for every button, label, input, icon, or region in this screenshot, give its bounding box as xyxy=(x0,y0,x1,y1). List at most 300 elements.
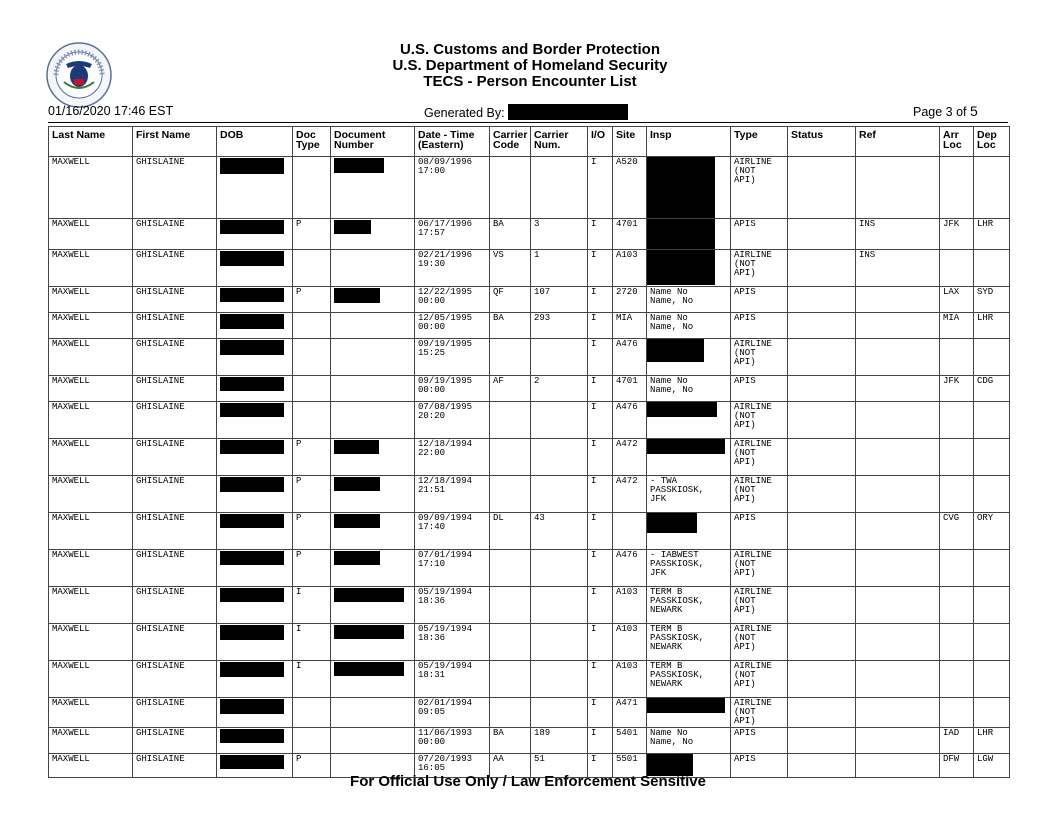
site-cell: A472 xyxy=(613,476,647,513)
document-number-cell xyxy=(331,587,415,624)
io-cell: I xyxy=(588,313,613,339)
column-header: First Name xyxy=(133,127,217,157)
ref-cell xyxy=(856,376,940,402)
dob-redaction xyxy=(220,403,284,417)
datetime-cell: 12/18/1994 21:51 xyxy=(415,476,490,513)
datetime-cell: 02/01/1994 09:05 xyxy=(415,698,490,728)
ref-cell xyxy=(856,624,940,661)
column-header: Insp xyxy=(647,127,731,157)
site-cell: 5501 xyxy=(613,753,647,777)
type-cell: APIS xyxy=(731,376,788,402)
insp-cell: TERM B PASSKIOSK, NEWARK xyxy=(647,661,731,698)
dob-redaction xyxy=(220,288,284,302)
dep-loc-cell: ORY xyxy=(974,513,1010,550)
carrier-code-cell xyxy=(490,698,531,728)
carrier-code-cell xyxy=(490,661,531,698)
ref-cell xyxy=(856,550,940,587)
datetime-cell: 08/09/1996 17:00 xyxy=(415,157,490,219)
dob-redaction xyxy=(220,514,284,528)
document-number-redaction xyxy=(334,662,404,676)
doc-type-cell: P xyxy=(293,287,331,313)
dob-redaction xyxy=(220,662,284,677)
carrier-num-cell: 107 xyxy=(531,287,588,313)
column-header: I/O xyxy=(588,127,613,157)
last-name-cell: MAXWELL xyxy=(49,550,133,587)
status-cell xyxy=(788,513,856,550)
document-number-redaction xyxy=(334,440,379,454)
last-name-cell: MAXWELL xyxy=(49,727,133,753)
carrier-num-cell xyxy=(531,402,588,439)
last-name-cell: MAXWELL xyxy=(49,313,133,339)
doc-type-cell: P xyxy=(293,219,331,250)
column-header: DOB xyxy=(217,127,293,157)
dep-loc-cell xyxy=(974,624,1010,661)
table-row xyxy=(49,513,1010,550)
status-cell xyxy=(788,476,856,513)
doc-type-cell xyxy=(293,339,331,376)
insp-cell: Name No Name, No xyxy=(647,313,731,339)
dob-redaction xyxy=(220,477,284,492)
dep-loc-cell xyxy=(974,402,1010,439)
ref-cell xyxy=(856,313,940,339)
dob-redaction xyxy=(220,699,284,714)
ref-cell xyxy=(856,661,940,698)
datetime-cell: 11/06/1993 00:00 xyxy=(415,727,490,753)
first-name-cell: GHISLAINE xyxy=(133,313,217,339)
insp-cell xyxy=(647,250,731,287)
last-name-cell: MAXWELL xyxy=(49,402,133,439)
report-title: TECS - Person Encounter List xyxy=(423,73,637,90)
status-cell xyxy=(788,624,856,661)
table-row xyxy=(49,661,1010,698)
carrier-code-cell xyxy=(490,624,531,661)
table-row xyxy=(49,376,1010,402)
doc-type-cell xyxy=(293,402,331,439)
arr-loc-cell: DFW xyxy=(940,753,974,777)
site-cell: 5401 xyxy=(613,727,647,753)
generated-by xyxy=(424,104,628,120)
carrier-code-cell: AF xyxy=(490,376,531,402)
status-cell xyxy=(788,587,856,624)
document-number-redaction xyxy=(334,625,404,639)
column-header: Doc Type xyxy=(293,127,331,157)
generated-by-label: Generated By: xyxy=(424,106,505,120)
type-cell: AIRLINE (NOT API) xyxy=(731,624,788,661)
document-number-cell xyxy=(331,550,415,587)
type-cell: APIS xyxy=(731,513,788,550)
arr-loc-cell: IAD xyxy=(940,727,974,753)
header-rule xyxy=(48,122,1008,123)
io-cell: I xyxy=(588,698,613,728)
site-cell: A103 xyxy=(613,624,647,661)
first-name-cell: GHISLAINE xyxy=(133,219,217,250)
arr-loc-cell xyxy=(940,439,974,476)
insp-redaction xyxy=(647,157,715,218)
document-number-cell xyxy=(331,339,415,376)
doc-type-cell: P xyxy=(293,753,331,777)
status-cell xyxy=(788,727,856,753)
page-indicator xyxy=(913,104,978,119)
dep-loc-cell: LHR xyxy=(974,313,1010,339)
site-cell: 2720 xyxy=(613,287,647,313)
io-cell: I xyxy=(588,376,613,402)
dob-cell xyxy=(217,624,293,661)
dob-redaction xyxy=(220,440,284,454)
insp-cell xyxy=(647,513,731,550)
first-name-cell: GHISLAINE xyxy=(133,727,217,753)
ref-cell xyxy=(856,698,940,728)
ref-cell xyxy=(856,157,940,219)
ref-cell xyxy=(856,727,940,753)
dob-redaction xyxy=(220,158,284,174)
document-number-redaction xyxy=(334,551,380,565)
type-cell: AIRLINE (NOT API) xyxy=(731,698,788,728)
redaction-box xyxy=(508,104,628,120)
table-row xyxy=(49,250,1010,287)
insp-cell xyxy=(647,219,731,250)
type-cell: APIS xyxy=(731,753,788,777)
carrier-num-cell: 1 xyxy=(531,250,588,287)
document-number-redaction xyxy=(334,288,380,303)
status-cell xyxy=(788,698,856,728)
last-name-cell: MAXWELL xyxy=(49,624,133,661)
table-row xyxy=(49,287,1010,313)
io-cell: I xyxy=(588,661,613,698)
document-number-cell xyxy=(331,513,415,550)
dep-loc-cell xyxy=(974,587,1010,624)
dob-cell xyxy=(217,339,293,376)
last-name-cell: MAXWELL xyxy=(49,698,133,728)
doc-type-cell: P xyxy=(293,476,331,513)
dep-loc-cell: LHR xyxy=(974,219,1010,250)
dob-redaction xyxy=(220,314,284,329)
datetime-cell: 05/19/1994 18:36 xyxy=(415,624,490,661)
type-cell: AIRLINE (NOT API) xyxy=(731,439,788,476)
last-name-cell: MAXWELL xyxy=(49,219,133,250)
site-cell xyxy=(613,513,647,550)
department-name: U.S. Department of Homeland Security xyxy=(392,57,668,74)
first-name-cell: GHISLAINE xyxy=(133,698,217,728)
first-name-cell: GHISLAINE xyxy=(133,250,217,287)
type-cell: AIRLINE (NOT API) xyxy=(731,339,788,376)
io-cell: I xyxy=(588,476,613,513)
carrier-num-cell: 2 xyxy=(531,376,588,402)
dep-loc-cell xyxy=(974,250,1010,287)
doc-type-cell: I xyxy=(293,624,331,661)
report-date: 01/16/2020 17:46 EST xyxy=(48,104,174,118)
page-total: 5 xyxy=(970,103,978,119)
io-cell: I xyxy=(588,439,613,476)
carrier-code-cell: DL xyxy=(490,513,531,550)
doc-type-cell: I xyxy=(293,661,331,698)
first-name-cell: GHISLAINE xyxy=(133,287,217,313)
table-row xyxy=(49,219,1010,250)
type-cell: AIRLINE (NOT API) xyxy=(731,476,788,513)
status-cell xyxy=(788,313,856,339)
document-number-cell xyxy=(331,698,415,728)
ref-cell xyxy=(856,513,940,550)
ref-cell: INS xyxy=(856,219,940,250)
insp-cell xyxy=(647,698,731,728)
carrier-code-cell xyxy=(490,439,531,476)
dep-loc-cell: SYD xyxy=(974,287,1010,313)
datetime-cell: 05/19/1994 18:31 xyxy=(415,661,490,698)
site-cell: A471 xyxy=(613,698,647,728)
last-name-cell: MAXWELL xyxy=(49,513,133,550)
status-cell xyxy=(788,439,856,476)
insp-redaction xyxy=(647,250,715,285)
arr-loc-cell xyxy=(940,250,974,287)
carrier-num-cell xyxy=(531,698,588,728)
ref-cell xyxy=(856,339,940,376)
carrier-num-cell xyxy=(531,339,588,376)
site-cell: A472 xyxy=(613,439,647,476)
dob-cell xyxy=(217,727,293,753)
site-cell: MIA xyxy=(613,313,647,339)
document-number-cell xyxy=(331,313,415,339)
type-cell: AIRLINE (NOT API) xyxy=(731,250,788,287)
last-name-cell: MAXWELL xyxy=(49,587,133,624)
column-header: Date - Time (Eastern) xyxy=(415,127,490,157)
table-row xyxy=(49,698,1010,728)
document-number-cell xyxy=(331,157,415,219)
dep-loc-cell xyxy=(974,157,1010,219)
dob-cell xyxy=(217,587,293,624)
datetime-cell: 07/20/1993 16:05 xyxy=(415,753,490,777)
arr-loc-cell xyxy=(940,661,974,698)
carrier-code-cell xyxy=(490,402,531,439)
datetime-cell: 09/09/1994 17:40 xyxy=(415,513,490,550)
insp-redaction xyxy=(647,402,717,417)
ref-cell xyxy=(856,476,940,513)
doc-type-cell xyxy=(293,376,331,402)
document-number-cell xyxy=(331,402,415,439)
io-cell: I xyxy=(588,513,613,550)
io-cell: I xyxy=(588,402,613,439)
insp-redaction xyxy=(647,698,725,713)
arr-loc-cell xyxy=(940,157,974,219)
arr-loc-cell xyxy=(940,402,974,439)
insp-redaction xyxy=(647,439,725,454)
first-name-cell: GHISLAINE xyxy=(133,587,217,624)
table-row xyxy=(49,550,1010,587)
dob-cell xyxy=(217,376,293,402)
ref-cell xyxy=(856,287,940,313)
carrier-num-cell xyxy=(531,587,588,624)
first-name-cell: GHISLAINE xyxy=(133,661,217,698)
status-cell xyxy=(788,550,856,587)
ref-cell xyxy=(856,402,940,439)
io-cell: I xyxy=(588,157,613,219)
table-row xyxy=(49,157,1010,219)
ref-cell xyxy=(856,439,940,476)
doc-type-cell: I xyxy=(293,587,331,624)
status-cell xyxy=(788,402,856,439)
type-cell: AIRLINE (NOT API) xyxy=(731,661,788,698)
first-name-cell: GHISLAINE xyxy=(133,157,217,219)
carrier-num-cell: 189 xyxy=(531,727,588,753)
carrier-num-cell xyxy=(531,157,588,219)
arr-loc-cell: LAX xyxy=(940,287,974,313)
carrier-code-cell: VS xyxy=(490,250,531,287)
doc-type-cell: P xyxy=(293,513,331,550)
last-name-cell: MAXWELL xyxy=(49,476,133,513)
table-row xyxy=(49,587,1010,624)
column-header: Carrier Num. xyxy=(531,127,588,157)
type-cell: AIRLINE (NOT API) xyxy=(731,550,788,587)
ref-cell xyxy=(856,587,940,624)
arr-loc-cell xyxy=(940,698,974,728)
site-cell: A103 xyxy=(613,661,647,698)
insp-redaction xyxy=(647,339,704,362)
column-header: Site xyxy=(613,127,647,157)
carrier-num-cell: 43 xyxy=(531,513,588,550)
arr-loc-cell xyxy=(940,339,974,376)
dob-redaction xyxy=(220,251,284,266)
datetime-cell: 12/05/1995 00:00 xyxy=(415,313,490,339)
table-row xyxy=(49,727,1010,753)
datetime-cell: 07/08/1995 20:20 xyxy=(415,402,490,439)
carrier-num-cell xyxy=(531,476,588,513)
arr-loc-cell xyxy=(940,624,974,661)
document-number-redaction xyxy=(334,158,384,173)
insp-cell xyxy=(647,439,731,476)
document-number-redaction xyxy=(334,220,371,234)
insp-redaction xyxy=(647,219,715,249)
dob-cell xyxy=(217,698,293,728)
table-row xyxy=(49,624,1010,661)
dob-cell xyxy=(217,513,293,550)
carrier-code-cell xyxy=(490,476,531,513)
first-name-cell: GHISLAINE xyxy=(133,339,217,376)
arr-loc-cell: JFK xyxy=(940,376,974,402)
column-header: Carrier Code xyxy=(490,127,531,157)
document-number-cell xyxy=(331,439,415,476)
last-name-cell: MAXWELL xyxy=(49,439,133,476)
arr-loc-cell: CVG xyxy=(940,513,974,550)
insp-cell xyxy=(647,402,731,439)
page-label: Page 3 of xyxy=(913,105,967,119)
dob-redaction xyxy=(220,220,284,234)
column-header: Ref xyxy=(856,127,940,157)
dep-loc-cell xyxy=(974,439,1010,476)
insp-cell xyxy=(647,339,731,376)
dhs-seal-logo xyxy=(46,42,112,108)
dob-cell xyxy=(217,476,293,513)
carrier-num-cell: 51 xyxy=(531,753,588,777)
insp-cell: TERM B PASSKIOSK, NEWARK xyxy=(647,624,731,661)
insp-cell: - IABWEST PASSKIOSK, JFK xyxy=(647,550,731,587)
status-cell xyxy=(788,376,856,402)
first-name-cell: GHISLAINE xyxy=(133,513,217,550)
carrier-num-cell xyxy=(531,661,588,698)
doc-type-cell xyxy=(293,250,331,287)
site-cell: A520 xyxy=(613,157,647,219)
carrier-code-cell: BA xyxy=(490,727,531,753)
first-name-cell: GHISLAINE xyxy=(133,376,217,402)
io-cell: I xyxy=(588,287,613,313)
first-name-cell: GHISLAINE xyxy=(133,402,217,439)
column-header: Status xyxy=(788,127,856,157)
type-cell: APIS xyxy=(731,219,788,250)
io-cell: I xyxy=(588,550,613,587)
dob-redaction xyxy=(220,755,284,769)
first-name-cell: GHISLAINE xyxy=(133,439,217,476)
carrier-num-cell: 3 xyxy=(531,219,588,250)
site-cell: 4701 xyxy=(613,376,647,402)
arr-loc-cell: JFK xyxy=(940,219,974,250)
site-cell: A103 xyxy=(613,250,647,287)
dob-cell xyxy=(217,287,293,313)
last-name-cell: MAXWELL xyxy=(49,376,133,402)
doc-type-cell: P xyxy=(293,550,331,587)
dob-cell xyxy=(217,550,293,587)
dob-cell xyxy=(217,439,293,476)
dob-cell xyxy=(217,661,293,698)
document-number-cell xyxy=(331,376,415,402)
agency-name: U.S. Customs and Border Protection xyxy=(399,41,661,58)
insp-cell: Name No Name, No xyxy=(647,287,731,313)
type-cell: APIS xyxy=(731,313,788,339)
document-number-redaction xyxy=(334,477,380,491)
table-header-row xyxy=(49,127,1010,157)
dep-loc-cell xyxy=(974,476,1010,513)
ref-cell: INS xyxy=(856,250,940,287)
type-cell: AIRLINE (NOT API) xyxy=(731,587,788,624)
column-header: Arr Loc xyxy=(940,127,974,157)
io-cell: I xyxy=(588,587,613,624)
dep-loc-cell: CDG xyxy=(974,376,1010,402)
dob-redaction xyxy=(220,340,284,355)
dob-redaction xyxy=(220,377,284,391)
column-header: Last Name xyxy=(49,127,133,157)
document-number-cell xyxy=(331,219,415,250)
dob-cell xyxy=(217,402,293,439)
site-cell: A103 xyxy=(613,587,647,624)
doc-type-cell xyxy=(293,698,331,728)
first-name-cell: GHISLAINE xyxy=(133,624,217,661)
dob-cell xyxy=(217,157,293,219)
carrier-num-cell xyxy=(531,624,588,661)
datetime-cell: 09/19/1995 15:25 xyxy=(415,339,490,376)
io-cell: I xyxy=(588,339,613,376)
document-number-redaction xyxy=(334,588,404,602)
document-number-cell xyxy=(331,250,415,287)
site-cell: 4701 xyxy=(613,219,647,250)
status-cell xyxy=(788,339,856,376)
insp-cell: Name No Name, No xyxy=(647,376,731,402)
last-name-cell: MAXWELL xyxy=(49,250,133,287)
dob-redaction xyxy=(220,551,284,565)
last-name-cell: MAXWELL xyxy=(49,339,133,376)
io-cell: I xyxy=(588,219,613,250)
doc-type-cell xyxy=(293,313,331,339)
document-number-cell xyxy=(331,624,415,661)
document-number-cell xyxy=(331,727,415,753)
carrier-code-cell xyxy=(490,339,531,376)
table-row xyxy=(49,313,1010,339)
table-row xyxy=(49,339,1010,376)
status-cell xyxy=(788,287,856,313)
column-header: Type xyxy=(731,127,788,157)
table-row xyxy=(49,439,1010,476)
type-cell: APIS xyxy=(731,727,788,753)
arr-loc-cell: MIA xyxy=(940,313,974,339)
column-header: Document Number xyxy=(331,127,415,157)
dob-redaction xyxy=(220,588,284,602)
dob-redaction xyxy=(220,729,284,743)
carrier-code-cell: BA xyxy=(490,219,531,250)
